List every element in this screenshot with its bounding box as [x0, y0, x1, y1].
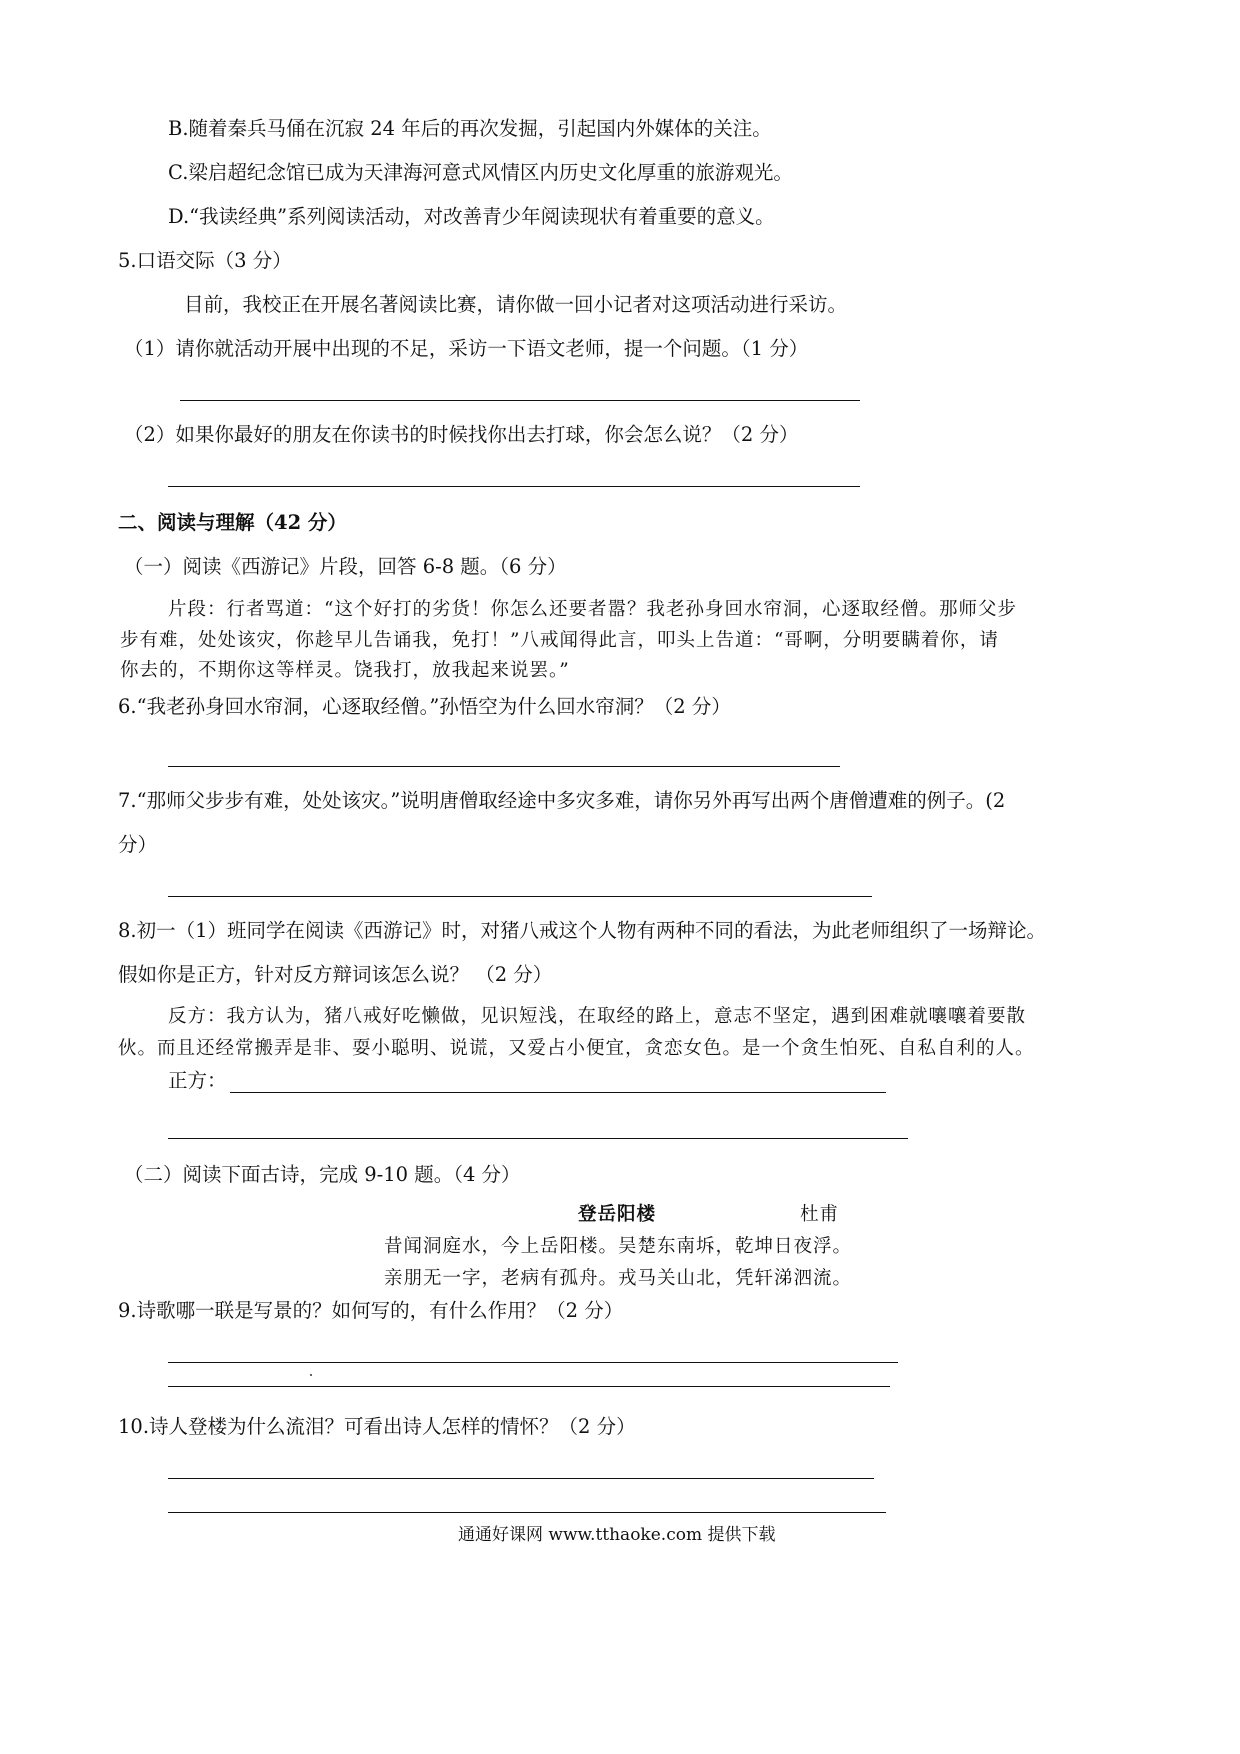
q5-sub1: （1）请你就活动开展中出现的不足，采访一下语文老师，提一个问题。（1 分） — [124, 337, 809, 360]
q8-line1: 8.初一（1）班同学在阅读《西游记》时，对猪八戒这个人物有两种不同的看法，为此老师组织了一场辩论。 — [118, 919, 1047, 942]
opponent-line: 反方：我方认为，猪八戒好吃懒做，见识短浅，在取经的路上，意志不坚定，遇到困难就嚷嚷着要散 — [168, 1006, 1027, 1027]
page-footer: 通通好课网 www.tthaoke.com 提供下载 — [458, 1525, 776, 1545]
q8-line2: 假如你是正方，针对反方辩词该怎么说？ （2 分） — [118, 963, 553, 986]
q5-intro: 目前，我校正在开展名著阅读比赛，请你做一回小记者对这项活动进行采访。 — [184, 293, 848, 316]
q9: 9.诗歌哪一联是写景的？如何写的，有什么作用？（2 分） — [118, 1299, 624, 1322]
answer-line[interactable] — [180, 400, 860, 401]
opponent-line: 伙。而且还经常搬弄是非、耍小聪明、说谎，又爱占小便宜，贪恋女色。是一个贪生怕死、自私自利的人。 — [118, 1038, 1035, 1059]
excerpt-line: 你去的，不期你这等样灵。饶我打，放我起来说罢。” — [120, 660, 570, 681]
excerpt-line: 步有难，处处该灾，你趁早儿告诵我，免打！”八戒闻得此言，叩头上告道：“哥啊，分明要瞒着你，请 — [120, 630, 999, 651]
answer-line[interactable] — [168, 766, 840, 767]
q6: 6.“我老孙身回水帘洞，心逐取经僧。”孙悟空为什么回水帘洞？（2 分） — [118, 695, 731, 718]
q10: 10.诗人登楼为什么流泪？可看出诗人怎样的情怀？（2 分） — [118, 1415, 636, 1438]
answer-line[interactable] — [168, 1362, 898, 1363]
excerpt-line: 片段：行者骂道：“这个好打的劣货！你怎么还要者嚣？我老孙身回水帘洞，心逐取经僧。那师父步 — [168, 599, 1017, 620]
option-c: C.梁启超纪念馆已成为天津海河意式风情区内历史文化厚重的旅游观光。 — [168, 161, 793, 184]
poem-title: 登岳阳楼 — [578, 1204, 657, 1225]
answer-line[interactable] — [168, 896, 872, 897]
q5-title: 5.口语交际（3 分） — [118, 249, 292, 272]
option-b: B.随着秦兵马俑在沉寂 24 年后的再次发掘，引起国内外媒体的关注。 — [168, 117, 772, 140]
poem-line: 亲朋无一字，老病有孤舟。戎马关山北，凭轩涕泗流。 — [384, 1268, 853, 1289]
answer-line[interactable] — [168, 1386, 890, 1387]
part2-title: （二）阅读下面古诗，完成 9-10 题。（4 分） — [124, 1163, 521, 1186]
poem-line: 昔闻洞庭水，今上岳阳楼。吴楚东南坼，乾坤日夜浮。 — [384, 1236, 853, 1257]
section-heading: 二、阅读与理解（42 分） — [118, 511, 347, 534]
q7-line2: 分） — [118, 833, 158, 856]
option-d: D.“我读经典”系列阅读活动，对改善青少年阅读现状有着重要的意义。 — [168, 205, 775, 228]
q7-line1: 7.“那师父步步有难，处处该灾。”说明唐僧取经途中多灾多难，请你另外再写出两个唐僧遭难的例子。(2 — [118, 789, 1006, 812]
q5-sub2: （2）如果你最好的朋友在你读书的时候找你出去打球，你会怎么说？（2 分） — [124, 423, 799, 446]
answer-line[interactable] — [168, 1478, 874, 1479]
answer-line[interactable] — [168, 1138, 908, 1139]
answer-line[interactable] — [230, 1092, 886, 1093]
answer-line[interactable] — [168, 486, 860, 487]
part1-title: （一）阅读《西游记》片段，回答 6-8 题。（6 分） — [124, 555, 567, 578]
stray-mark — [310, 1374, 312, 1376]
poem-author: 杜甫 — [800, 1204, 840, 1225]
pro-label: 正方： — [168, 1069, 227, 1092]
answer-line[interactable] — [168, 1512, 886, 1513]
